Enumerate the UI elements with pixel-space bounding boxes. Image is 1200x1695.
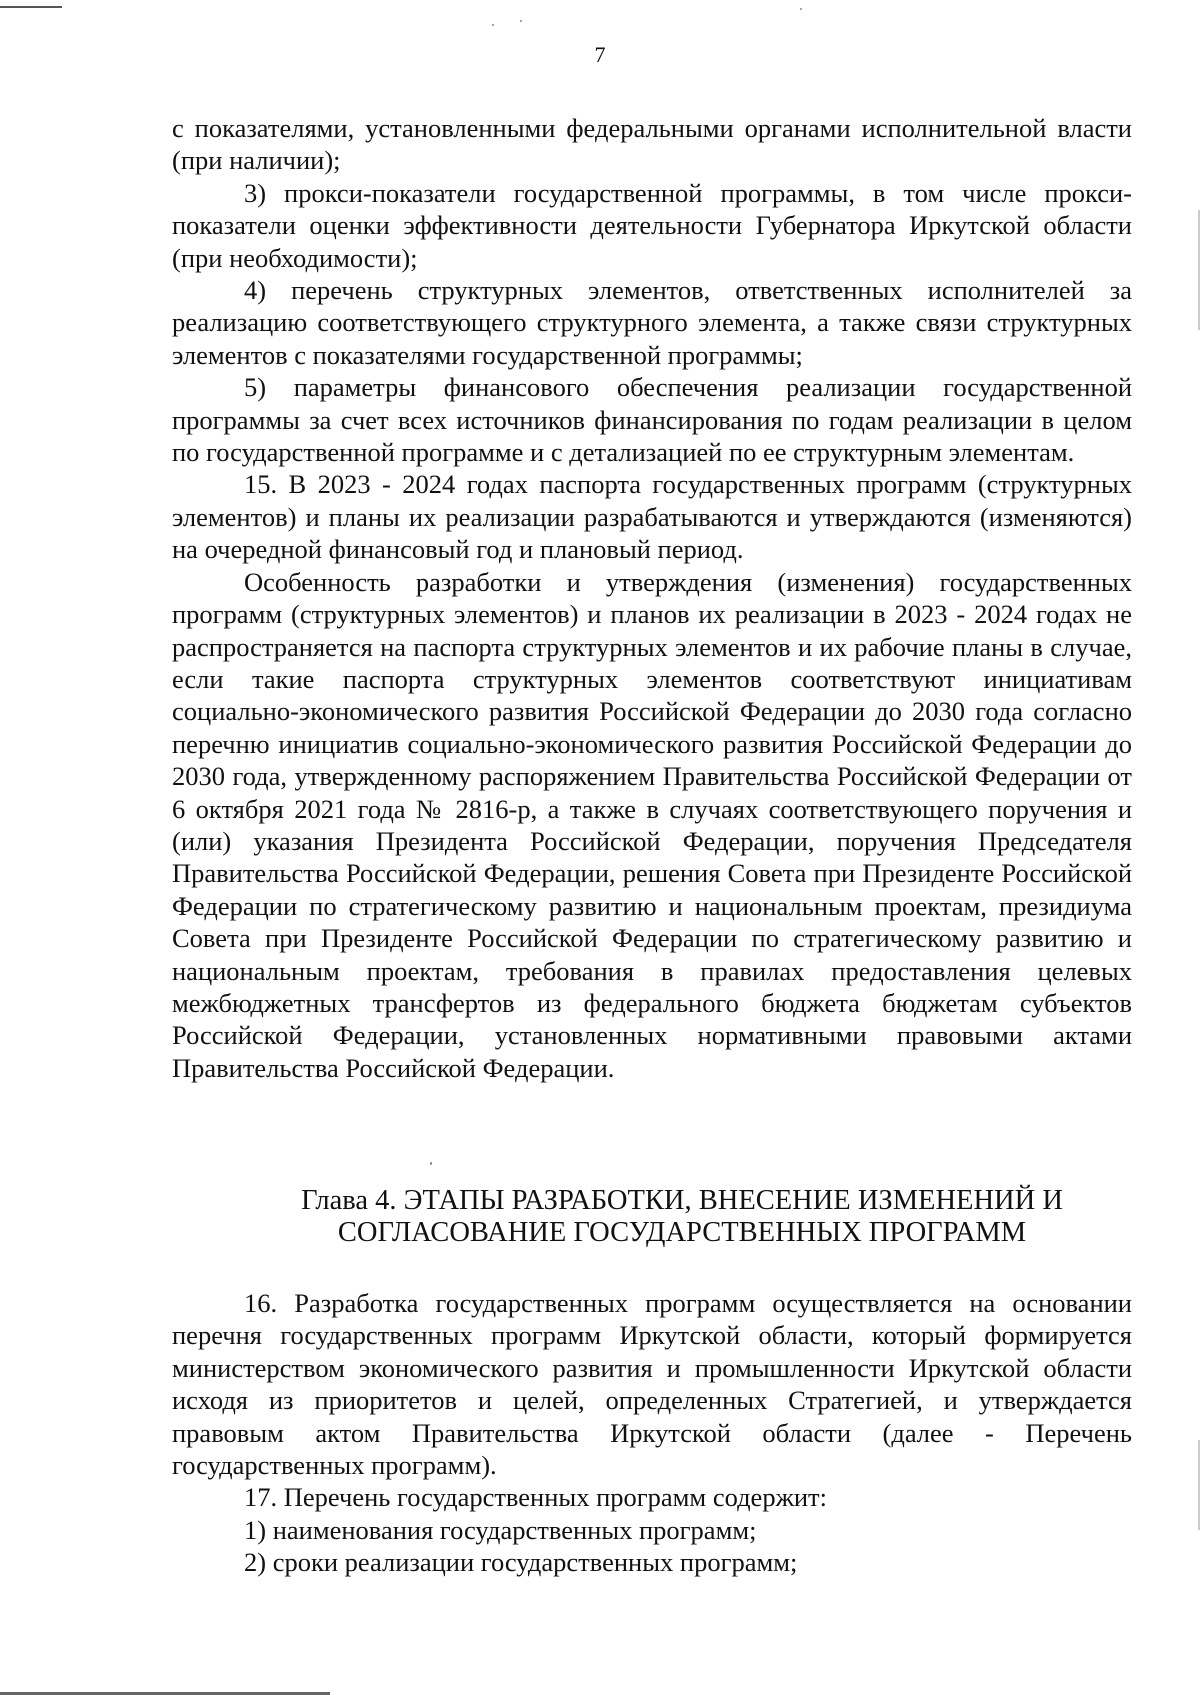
body-text-bottom xyxy=(172,1287,1132,1579)
scan-speck xyxy=(520,20,522,22)
scan-speck xyxy=(492,24,494,26)
scan-speck xyxy=(800,8,802,10)
paragraph-item-5: 5) параметры финансового обеспечения реализации государственной программы за счет всех источников финансирования по годам реализации в целом по государственной программе и с детализацией по ее структурным элементам. xyxy=(172,372,1132,468)
body-text-top xyxy=(172,112,1132,1084)
paragraph-clause-17: 17. Перечень государственных программ содержит: xyxy=(244,1482,827,1513)
paragraph-clause-16: 16. Разработка государственных программ осуществляется на основании перечня государственных программ Иркутской области, который формируется министерством экономического развития и промышленности Иркутской области исходя из приоритетов и целей, определенных Стратегией, и утверждается правовым актом Правительства Иркутской области (далее - Перечень государственных программ). xyxy=(172,1288,1132,1481)
scan-artifact-line xyxy=(0,6,62,8)
list-item-2: 2) сроки реализации государственных программ; xyxy=(244,1547,798,1578)
chapter-heading-line-1: Глава 4. ЭТАПЫ РАЗРАБОТКИ, ВНЕСЕНИЕ ИЗМЕНЕНИЙ И xyxy=(301,1185,1063,1216)
paragraph-clause-15-specifics: Особенность разработки и утверждения (изменения) государственных программ (структурных элементов) и планов их реализации в 2023 - 2024 годах не распространяется на паспорта структурных элементов и их рабочие планы в случае, если такие паспорта структурных элементов соответствуют инициативам социально-экономического развития Российской Федерации до 2030 года согласно перечню инициатив социально-экономического развития Российской Федерации до 2030 года, утвержденному распоряжением Правительства Российской Федерации от 6 октября 2021 года № 2816-р, а также в случаях соответствующего поручения и (или) указания Президента Российской Федерации, поручения Председателя Правительства Российской Федерации, решения Совета при Президенте Российской Федерации по стратегическому развитию и национальным проектам, президиума Совета при Президенте Российской Федерации по стратегическому развитию и национальным проектам, требования в правилах предоставления целевых межбюджетных трансфертов из федерального бюджета бюджетам субъектов Российской Федерации, установленных нормативными правовыми актами Правительства Российской Федерации. xyxy=(172,566,1132,1083)
paragraph-clause-15: 15. В 2023 - 2024 годах паспорта государственных программ (структурных элементов) и планы их реализации разрабатываются и утверждаются (изменяются) на очередной финансовый год и плановый период. xyxy=(172,469,1132,565)
paragraph-item-3: 3) прокси-показатели государственной программы, в том числе прокси-показатели оценки эффективности деятельности Губернатора Иркутской области (при необходимости); xyxy=(172,177,1132,273)
paragraph-continuation: с показателями, установленными федеральными органами исполнительной власти (при наличии); xyxy=(172,113,1132,176)
scan-speck xyxy=(430,1162,432,1165)
chapter-heading-line-2: СОГЛАСОВАНИЕ ГОСУДАРСТВЕННЫХ ПРОГРАММ xyxy=(337,1217,1027,1248)
paragraph-item-4: 4) перечень структурных элементов, ответственных исполнителей за реализацию соответствующего структурного элемента, а также связи структурных элементов с показателями государственной программы; xyxy=(172,275,1132,370)
page-number: 7 xyxy=(594,42,606,67)
list-item-1: 1) наименования государственных программ; xyxy=(244,1514,757,1545)
chapter-heading xyxy=(172,1185,1132,1249)
